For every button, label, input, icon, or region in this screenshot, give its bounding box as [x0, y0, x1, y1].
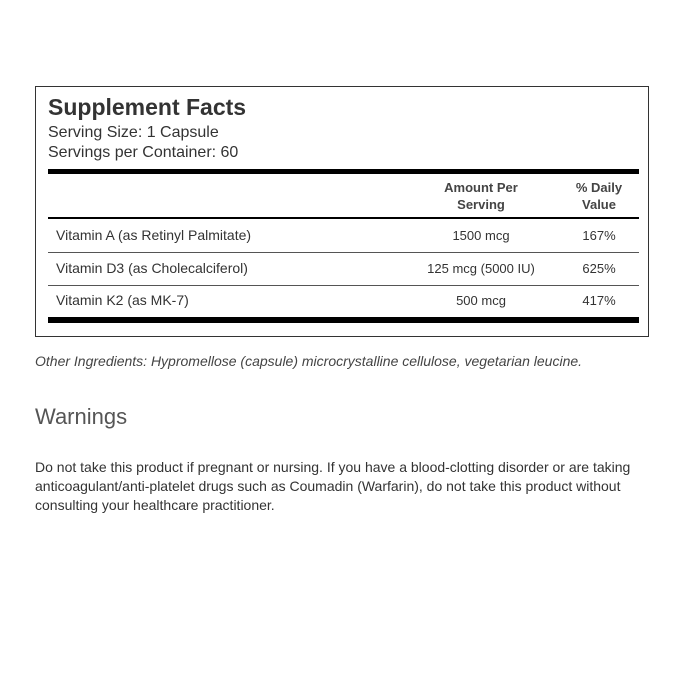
divider-row: [48, 252, 639, 253]
warnings-heading: Warnings: [35, 404, 128, 429]
nutrient-label-vitamin-d3: Vitamin D3 (as Cholecalciferol): [56, 260, 248, 276]
column-header-amount: [416, 179, 546, 213]
divider-thick-bottom: [48, 317, 639, 323]
divider-thick-top: [48, 169, 639, 174]
nutrient-label-vitamin-k2: Vitamin K2 (as MK-7): [56, 292, 189, 308]
nutrient-amount-vitamin-a: 1500 mcg: [452, 228, 510, 243]
column-header-amount-line2: Serving: [457, 197, 505, 212]
facts-title: Supplement Facts: [48, 94, 247, 120]
nutrient-label-vitamin-a: Vitamin A (as Retinyl Palmitate): [56, 227, 252, 243]
other-ingredients: Other Ingredients: Hypromellose (capsule) microcrystalline cellulose, vegetarian leucine.: [35, 353, 583, 369]
nutrient-dv-vitamin-d3: 625%: [582, 261, 616, 276]
nutrient-dv-vitamin-k2: 417%: [582, 293, 616, 308]
warnings-text: Do not take this product if pregnant or nursing. If you have a blood-clotting disorder or are taking anticoagulant/anti-platelet drugs such as Coumadin (Warfarin), do not take this product without consulting your healthcare practitioner.: [35, 459, 631, 513]
divider-row: [48, 285, 639, 286]
nutrient-amount-vitamin-k2: 500 mcg: [456, 293, 506, 308]
nutrient-amount-vitamin-d3: 125 mcg (5000 IU): [427, 261, 535, 276]
column-header-dv-line1: % Daily: [575, 180, 623, 195]
supplement-facts-panel: [35, 86, 649, 337]
column-header-daily-value: [561, 179, 637, 213]
nutrient-dv-vitamin-a: 167%: [582, 228, 616, 243]
column-header-dv-line2: Value: [582, 197, 616, 212]
divider-header: [48, 217, 639, 219]
servings-per-container: Servings per Container: 60: [48, 144, 239, 161]
serving-size: Serving Size: 1 Capsule: [48, 124, 219, 141]
column-header-amount-line1: Amount Per: [444, 180, 518, 195]
